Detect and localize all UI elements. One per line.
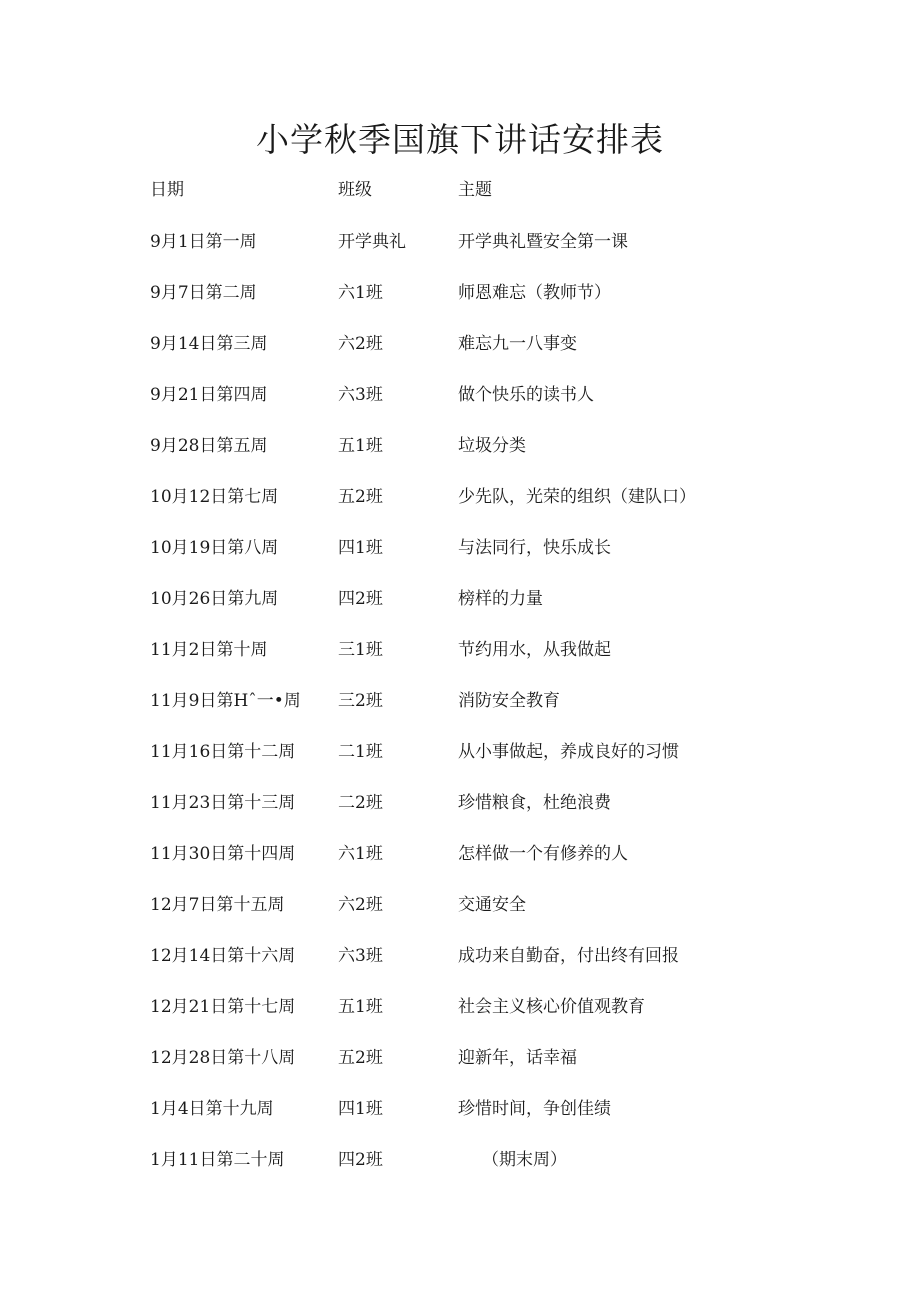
row-class: 四1班 xyxy=(338,538,383,558)
row-topic: 珍惜时间，争创佳绩 xyxy=(458,1099,611,1119)
row-class: 六1班 xyxy=(338,283,383,303)
row-class: 二1班 xyxy=(338,742,383,762)
table-row xyxy=(150,381,850,432)
row-date: 11月16日第十二周 xyxy=(150,742,296,762)
table-row xyxy=(150,432,850,483)
row-class: 五2班 xyxy=(338,487,383,507)
row-class: 六2班 xyxy=(338,334,383,354)
row-date: 12月14日第十六周 xyxy=(150,946,296,966)
row-date: 9月1日第一周 xyxy=(150,232,257,252)
table-row xyxy=(150,483,850,534)
table-row xyxy=(150,636,850,687)
table-row xyxy=(150,687,850,738)
row-date: 9月28日第五周 xyxy=(150,436,268,456)
row-topic: 交通安全 xyxy=(458,895,526,915)
table-row xyxy=(150,942,850,993)
row-class: 三1班 xyxy=(338,640,383,660)
row-date: 12月28日第十八周 xyxy=(150,1048,296,1068)
row-topic: 少先队，光荣的组织（建队口） xyxy=(458,487,696,507)
table-row xyxy=(150,738,850,789)
table-row xyxy=(150,279,850,330)
row-class: 六2班 xyxy=(338,895,383,915)
table-row xyxy=(150,891,850,942)
header-class: 班级 xyxy=(338,180,372,200)
header-topic: 主题 xyxy=(458,180,492,200)
row-date: 11月2日第十周 xyxy=(150,640,268,660)
row-date: 10月19日第八周 xyxy=(150,538,279,558)
row-date: 10月26日第九周 xyxy=(150,589,279,609)
row-class: 四1班 xyxy=(338,1099,383,1119)
row-topic: 社会主义核心价值观教育 xyxy=(458,997,645,1017)
row-class: 六3班 xyxy=(338,946,383,966)
row-date: 12月21日第十七周 xyxy=(150,997,296,1017)
row-date: 11月9日第Hˆ一•周 xyxy=(150,691,301,711)
header-date: 日期 xyxy=(150,180,184,200)
row-class: 五2班 xyxy=(338,1048,383,1068)
schedule-table xyxy=(150,176,850,1197)
row-date: 11月30日第十四周 xyxy=(150,844,296,864)
row-topic: 做个快乐的读书人 xyxy=(458,385,594,405)
table-row xyxy=(150,228,850,279)
row-class: 六3班 xyxy=(338,385,383,405)
page-title: 小学秋季国旗下讲话安排表 xyxy=(256,120,664,159)
row-date: 9月21日第四周 xyxy=(150,385,268,405)
row-topic: 与法同行，快乐成长 xyxy=(458,538,611,558)
table-row xyxy=(150,1044,850,1095)
row-topic: 节约用水，从我做起 xyxy=(458,640,611,660)
table-row xyxy=(150,1095,850,1146)
table-row xyxy=(150,534,850,585)
row-topic: 师恩难忘（教师节） xyxy=(458,283,611,303)
row-class: 五1班 xyxy=(338,997,383,1017)
row-date: 9月14日第三周 xyxy=(150,334,268,354)
row-date: 11月23日第十三周 xyxy=(150,793,296,813)
row-class: 五1班 xyxy=(338,436,383,456)
row-class: 四2班 xyxy=(338,1150,383,1170)
row-topic: 难忘九一八事变 xyxy=(458,334,577,354)
row-topic: 消防安全教育 xyxy=(458,691,560,711)
table-row xyxy=(150,840,850,891)
row-class: 六1班 xyxy=(338,844,383,864)
table-row xyxy=(150,789,850,840)
row-topic: 开学典礼暨安全第一课 xyxy=(458,232,628,252)
row-topic: 珍惜粮食，杜绝浪费 xyxy=(458,793,611,813)
table-header-row xyxy=(150,176,850,228)
table-row xyxy=(150,585,850,636)
row-topic: 迎新年，话幸福 xyxy=(458,1048,577,1068)
table-row xyxy=(150,993,850,1044)
row-class: 开学典礼 xyxy=(338,232,406,252)
row-date: 9月7日第二周 xyxy=(150,283,257,303)
row-date: 10月12日第七周 xyxy=(150,487,279,507)
row-topic: 成功来自勤奋，付出终有回报 xyxy=(458,946,679,966)
row-date: 1月4日第十九周 xyxy=(150,1099,274,1119)
row-topic: （期末周） xyxy=(482,1150,567,1170)
row-topic: 榜样的力量 xyxy=(458,589,543,609)
row-date: 12月7日第十五周 xyxy=(150,895,285,915)
row-topic: 垃圾分类 xyxy=(458,436,526,456)
row-date: 1月11日第二十周 xyxy=(150,1150,285,1170)
table-row xyxy=(150,1146,850,1197)
table-row xyxy=(150,330,850,381)
row-class: 三2班 xyxy=(338,691,383,711)
row-topic: 怎样做一个有修养的人 xyxy=(458,844,628,864)
row-topic: 从小事做起，养成良好的习惯 xyxy=(458,742,679,762)
row-class: 二2班 xyxy=(338,793,383,813)
row-class: 四2班 xyxy=(338,589,383,609)
